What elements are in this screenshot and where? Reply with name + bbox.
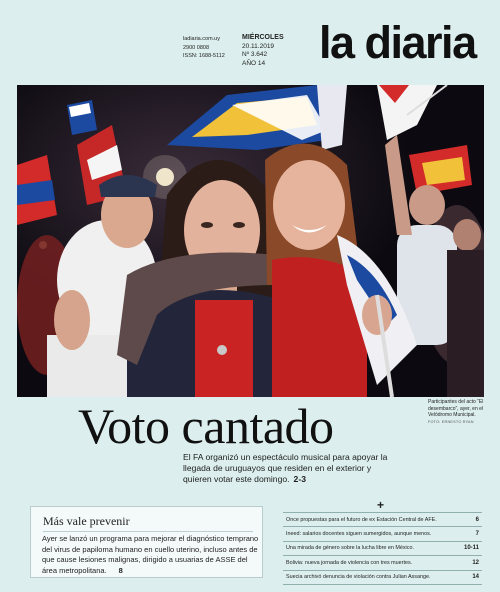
teaser-divider <box>43 531 253 532</box>
deck-text: El FA organizó un espectáculo musical para apoyar la llegada de uruguayos que residen en el exterior y quieren votar este domingo. <box>183 452 388 484</box>
plus-icon: + <box>377 498 385 512</box>
day-of-week: MIÉRCOLES <box>242 34 284 41</box>
index-item-text: Una mirada de género sobre la lucha libre en México. <box>286 545 414 552</box>
issue-info <box>242 34 284 68</box>
index-item[interactable] <box>283 512 482 526</box>
index-item-text: Bolivia: nueva jornada de violencia con tres muertes. <box>286 559 413 566</box>
issn: ISSN: 1688-5112 <box>183 53 225 59</box>
index-item[interactable] <box>283 526 482 540</box>
index-item-page: 10-11 <box>463 545 479 552</box>
teaser-box[interactable] <box>30 506 263 578</box>
teaser-text: Ayer se lanzó un programa para mejorar el diagnóstico temprano del virus de papiloma humano en cuello uterino, incluso antes de que cause lesiones malignas, dirigido a usuarias de ASSE del área metropolitana. <box>42 534 259 575</box>
issue-number: Nº 3.642 <box>242 51 268 58</box>
teaser-text-block <box>42 534 260 576</box>
index-item-page: 6 <box>475 516 479 523</box>
index-item-page: 14 <box>472 574 479 581</box>
main-headline[interactable]: Voto cantado <box>78 398 334 454</box>
index-item[interactable] <box>283 541 482 555</box>
deck-pages: 2-3 <box>293 474 306 484</box>
phone: 2900 0808 <box>183 44 209 51</box>
index-item-text: Ineed: salarios docentes siguen sumergidos, aunque menos. <box>286 531 432 538</box>
newspaper-logo: la diaria <box>319 17 476 68</box>
index-item-page: 12 <box>472 559 479 566</box>
index-item-text: Once propuestas para el futuro de ex Estación Central de AFE. <box>286 516 437 523</box>
index-item-page: 7 <box>475 531 479 538</box>
index-list <box>283 512 482 585</box>
teaser-page: 8 <box>118 565 123 575</box>
website: ladiaria.com.uy <box>183 36 220 42</box>
main-deck <box>183 452 393 485</box>
photo-caption <box>428 399 490 425</box>
index-item[interactable] <box>283 555 482 569</box>
index-item-text: Suecia archivó denuncia de violación contra Julian Assange. <box>286 574 431 581</box>
lead-photo <box>17 85 484 397</box>
issue-date: 20.11.2019 <box>242 42 275 50</box>
caption-text: Participantes del acto “El desembarco”, ayer, en el Velódromo Municipal. <box>428 399 484 418</box>
photo-credit: FOTO: ERNESTO RYAN <box>428 419 474 424</box>
lead-photo-illustration <box>17 85 484 397</box>
index-item[interactable] <box>283 570 482 585</box>
teaser-title: Más vale prevenir <box>43 514 130 528</box>
contact-info <box>183 35 225 61</box>
issue-year: AÑO 14 <box>242 59 266 67</box>
